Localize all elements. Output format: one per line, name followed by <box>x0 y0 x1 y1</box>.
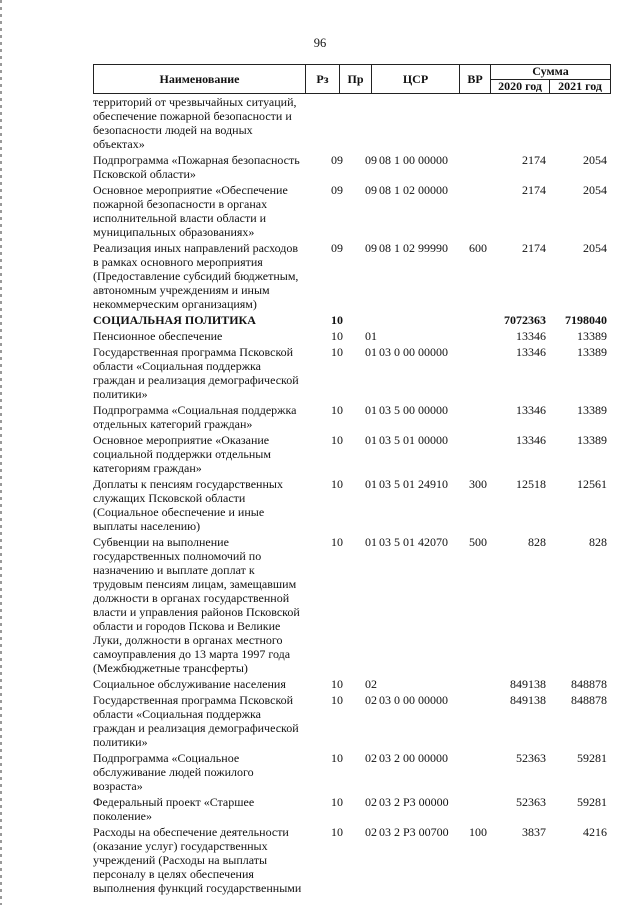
sum-2021-cell: 59281 <box>577 795 607 809</box>
csr-cell: 03 5 01 00000 <box>379 433 448 447</box>
name-cell: Доплаты к пенсиям государственных служащих Псковской области (Социальное обеспечение и иные выплаты населению) <box>93 477 283 533</box>
pr-cell: 09 <box>365 241 377 255</box>
vr-cell <box>459 750 490 794</box>
sum-2020-cell: 13346 <box>516 345 546 359</box>
rz-cell: 10 <box>331 693 343 707</box>
sum-2021-cell: 13389 <box>577 345 607 359</box>
csr-cell: 03 2 00 00000 <box>379 751 448 765</box>
sum-2020-cell: 13346 <box>516 433 546 447</box>
pr-cell: 02 <box>365 693 377 707</box>
pr-cell: 02 <box>365 677 377 691</box>
csr-cell: 03 0 00 00000 <box>379 345 448 359</box>
name-cell: Основное мероприятие «Обеспечение пожарной безопасности в органах исполнительной власти области и муниципальных образованиях» <box>93 183 288 239</box>
name-cell: Основное мероприятие «Оказание социальной поддержки отдельным категориям граждан» <box>93 433 271 475</box>
name-cell: Социальное обслуживание населения <box>93 677 286 691</box>
name-cell: Пенсионное обеспечение <box>93 329 223 343</box>
pr-cell: 01 <box>365 329 377 343</box>
header-name: Наименование <box>94 65 306 94</box>
table-row <box>93 328 610 344</box>
budget-table-body <box>93 94 610 896</box>
pr-cell: 01 <box>365 433 377 447</box>
csr-cell <box>371 94 459 152</box>
table-header <box>93 64 611 94</box>
csr-cell: 03 2 P3 00000 <box>379 795 449 809</box>
csr-cell: 03 2 P3 00700 <box>379 825 449 839</box>
sum-2021-cell: 2054 <box>583 183 607 197</box>
pr-cell: 02 <box>365 825 377 839</box>
rz-cell: 10 <box>331 329 343 343</box>
rz-cell: 09 <box>331 153 343 167</box>
sum-2020-cell: 12518 <box>516 477 546 491</box>
header-rz: Рз <box>306 65 340 94</box>
sum-2020-cell: 2174 <box>522 183 546 197</box>
sum-2020-cell: 52363 <box>516 795 546 809</box>
rz-cell: 10 <box>331 825 343 839</box>
name-cell: Государственная программа Псковской области «Социальная поддержка граждан и реализация демографической политики» <box>93 345 299 401</box>
page-number: 96 <box>313 36 327 50</box>
vr-cell <box>459 692 490 750</box>
rz-cell: 10 <box>331 477 343 491</box>
rz-cell: 10 <box>331 433 343 447</box>
sum-2021-cell: 13389 <box>577 403 607 417</box>
csr-cell: 08 1 02 00000 <box>379 183 448 197</box>
table-row <box>93 476 610 534</box>
vr-cell <box>459 432 490 476</box>
csr-cell: 03 0 00 00000 <box>379 693 448 707</box>
pr-cell: 02 <box>365 751 377 765</box>
name-cell: Субвенции на выполнение государственных полномочий по назначению и выплате доплат к трудовым пенсиям лицам, замещавшим должности в органах государственной власти и управления районов Псковской области и городов Пскова и Великие Луки, должности в органах местного самоуправления до 13 марта 1997 года (Межбюджетные трансферты) <box>93 535 300 675</box>
vr-cell: 600 <box>469 241 487 255</box>
vr-cell: 100 <box>469 825 487 839</box>
rz-cell: 10 <box>331 345 343 359</box>
rz-cell: 09 <box>331 241 343 255</box>
vr-cell <box>459 344 490 402</box>
rz-cell <box>305 94 339 152</box>
page-edge-marks <box>0 0 2 905</box>
name-cell: Подпрограмма «Социальная поддержка отдельных категорий граждан» <box>93 403 297 431</box>
table-row <box>93 152 610 182</box>
table-row <box>93 534 610 676</box>
table-row <box>93 344 610 402</box>
vr-cell <box>459 794 490 824</box>
vr-cell: 300 <box>469 477 487 491</box>
table-row <box>93 750 610 794</box>
table-row <box>93 676 610 692</box>
table-row <box>93 182 610 240</box>
sum-2021-cell: 4216 <box>583 825 607 839</box>
name-cell: Расходы на обеспечение деятельности (оказание услуг) государственных учреждений (Расходы на выплаты персоналу в целях обеспечения выполнения функций государственными <box>93 825 302 895</box>
budget-table <box>93 94 610 896</box>
name-cell: Реализация иных направлений расходов в рамках основного мероприятия (Предоставление субсидий бюджетным, автономным учреждениям и иным некоммерческим организациям) <box>93 241 299 311</box>
header-pr: Пр <box>340 65 372 94</box>
table-row <box>93 312 610 328</box>
sum-2021-cell: 13389 <box>577 329 607 343</box>
vr-cell <box>459 152 490 182</box>
sum-2020-cell: 2174 <box>522 241 546 255</box>
header-year-2021: 2021 год <box>550 79 611 94</box>
name-cell: СОЦИАЛЬНАЯ ПОЛИТИКА <box>93 313 256 327</box>
sum-2021-cell: 828 <box>589 535 607 549</box>
pr-cell <box>339 312 371 328</box>
name-cell: Подпрограмма «Пожарная безопасность Псковской области» <box>93 153 300 181</box>
header-year-2020: 2020 год <box>491 79 550 94</box>
rz-cell: 10 <box>331 535 343 549</box>
rz-cell: 09 <box>331 183 343 197</box>
csr-cell: 03 5 01 24910 <box>379 477 448 491</box>
vr-cell: 500 <box>469 535 487 549</box>
sum-2021-cell: 7198040 <box>565 313 607 327</box>
pr-cell: 09 <box>365 153 377 167</box>
rz-cell: 10 <box>331 677 343 691</box>
sum-2021-cell: 13389 <box>577 433 607 447</box>
table-row <box>93 240 610 312</box>
vr-cell <box>459 328 490 344</box>
rz-cell: 10 <box>331 403 343 417</box>
pr-cell: 01 <box>365 477 377 491</box>
vr-cell <box>459 94 490 152</box>
table-row <box>93 692 610 750</box>
csr-cell: 08 1 00 00000 <box>379 153 448 167</box>
sum-2020-cell: 849138 <box>510 693 546 707</box>
table-row <box>93 432 610 476</box>
table-row <box>93 94 610 152</box>
sum-2020-cell: 52363 <box>516 751 546 765</box>
name-cell: территорий от чрезвычайных ситуаций, обеспечение пожарной безопасности и безопасности людей на водных объектах» <box>93 95 297 151</box>
rz-cell: 10 <box>331 313 343 327</box>
rz-cell: 10 <box>331 795 343 809</box>
sum-2021-cell: 12561 <box>577 477 607 491</box>
vr-cell <box>459 676 490 692</box>
vr-cell <box>459 402 490 432</box>
sum-2020-cell: 2174 <box>522 153 546 167</box>
header-sum: Сумма <box>491 65 611 80</box>
csr-cell <box>371 328 459 344</box>
pr-cell: 01 <box>365 345 377 359</box>
pr-cell: 09 <box>365 183 377 197</box>
name-cell: Подпрограмма «Социальное обслуживание людей пожилого возраста» <box>93 751 254 793</box>
rz-cell: 10 <box>331 751 343 765</box>
sum-2020-cell <box>490 94 549 152</box>
sum-2021-cell: 848878 <box>571 677 607 691</box>
pr-cell: 02 <box>365 795 377 809</box>
sum-2020-cell: 849138 <box>510 677 546 691</box>
table-row <box>93 824 610 896</box>
header-csr: ЦСР <box>372 65 460 94</box>
csr-cell: 03 5 00 00000 <box>379 403 448 417</box>
name-cell: Федеральный проект «Старшее поколение» <box>93 795 255 823</box>
name-cell: Государственная программа Псковской области «Социальная поддержка граждан и реализация демографической политики» <box>93 693 299 749</box>
csr-cell: 03 5 01 42070 <box>379 535 448 549</box>
sum-2020-cell: 3837 <box>522 825 546 839</box>
vr-cell <box>459 312 490 328</box>
sum-2021-cell: 848878 <box>571 693 607 707</box>
pr-cell: 01 <box>365 535 377 549</box>
sum-2020-cell: 7072363 <box>504 313 546 327</box>
table-row <box>93 402 610 432</box>
sum-2021-cell: 2054 <box>583 153 607 167</box>
sum-2021-cell: 2054 <box>583 241 607 255</box>
pr-cell: 01 <box>365 403 377 417</box>
sum-2020-cell: 13346 <box>516 403 546 417</box>
csr-cell: 08 1 02 99990 <box>379 241 448 255</box>
pr-cell <box>339 94 371 152</box>
sum-2021-cell: 59281 <box>577 751 607 765</box>
csr-cell <box>371 312 459 328</box>
header-vr: ВР <box>460 65 491 94</box>
sum-2020-cell: 828 <box>528 535 546 549</box>
sum-2020-cell: 13346 <box>516 329 546 343</box>
csr-cell <box>371 676 459 692</box>
vr-cell <box>459 182 490 240</box>
table-row <box>93 794 610 824</box>
sum-2021-cell <box>549 94 610 152</box>
